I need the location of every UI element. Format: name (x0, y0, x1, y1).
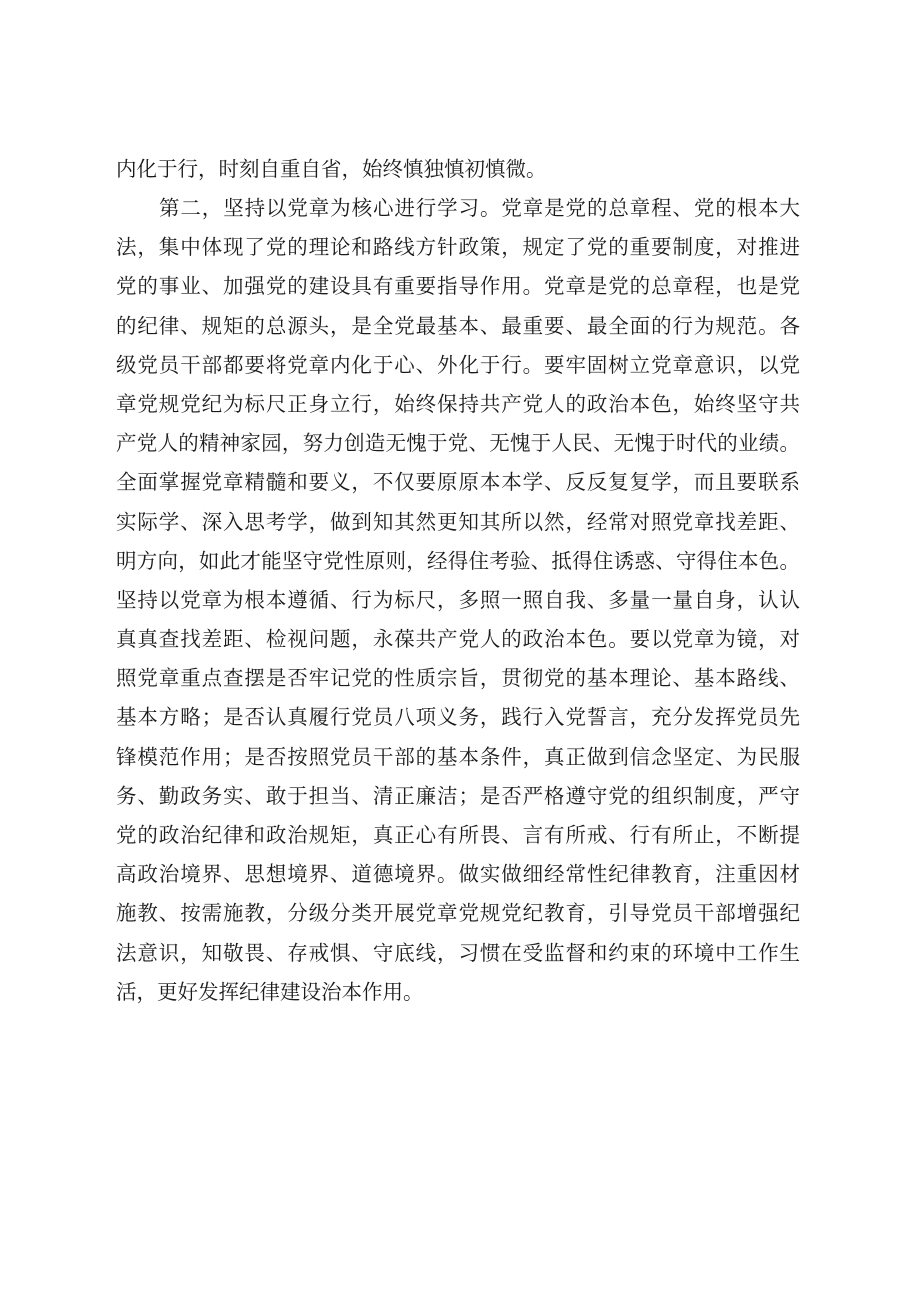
text-line: 第二，坚持以党章为核心进行学习。党章是党的总章程、党的根本大 (159, 196, 801, 220)
text-line: 高政治境界、思想境界、道德境界。做实做细经常性纪律教育，注重因材 (116, 862, 801, 887)
text-line: 党的政治纪律和政治规矩，真正心有所畏、言有所戒、行有所止，不断提 (116, 823, 801, 847)
text-line: 务、勤政务实、敢于担当、清正廉洁；是否严格遵守党的组织制度，严守 (116, 783, 801, 808)
text-line: 产党人的精神家园，努力创造无愧于党、无愧于人民、无愧于时代的业绩。 (116, 431, 801, 456)
text-line: 级党员干部都要将党章内化于心、外化于行。要牢固树立党章意识，以党 (116, 352, 801, 377)
body-paragraph (116, 189, 800, 1012)
text-line: 法，集中体现了党的理论和路线方针政策，规定了党的重要制度，对推进 (116, 235, 801, 260)
text-line: 法意识，知敬畏、存戒惧、守底线，习惯在受监督和约束的环境中工作生 (116, 940, 801, 965)
text-line: 明方向，如此才能坚守党性原则，经得住考验、抵得住诱惑、守得住本色。 (116, 548, 801, 573)
text-line: 真真查找差距、检视问题，永葆共产党人的政治本色。要以党章为镜，对 (116, 627, 801, 652)
text-line: 照党章重点查摆是否牢记党的性质宗旨，贯彻党的基本理论、基本路线、 (116, 666, 801, 691)
text-line: 的纪律、规矩的总源头，是全党最基本、最重要、最全面的行为规范。各 (116, 313, 801, 338)
text-line: 内化于行，时刻自重自省，始终慎独慎初慎微。 (116, 157, 547, 181)
text-line: 章党规党纪为标尺正身立行，始终保持共产党人的政治本色，始终坚守共 (116, 391, 801, 416)
text-line: 党的事业、加强党的建设具有重要指导作用。党章是党的总章程，也是党 (116, 274, 801, 299)
continuation-text (116, 150, 800, 189)
text-line: 坚持以党章为根本遵循、行为标尺，多照一照自我、多量一量自身，认认 (116, 587, 801, 612)
text-line: 实际学、深入思考学，做到知其然更知其所以然，经常对照党章找差距、 (116, 509, 801, 534)
text-line: 活，更好发挥纪律建设治本作用。 (116, 979, 424, 1004)
text-line: 全面掌握党章精髓和要义，不仅要原原本本学、反反复复学，而且要联系 (116, 470, 801, 495)
text-line: 锋模范作用；是否按照党员干部的基本条件，真正做到信念坚定、为民服 (116, 744, 801, 769)
text-line: 施教、按需施教，分级分类开展党章党规党纪教育，引导党员干部增强纪 (116, 901, 801, 926)
text-line: 基本方略；是否认真履行党员八项义务，践行入党誓言，充分发挥党员先 (116, 705, 801, 730)
